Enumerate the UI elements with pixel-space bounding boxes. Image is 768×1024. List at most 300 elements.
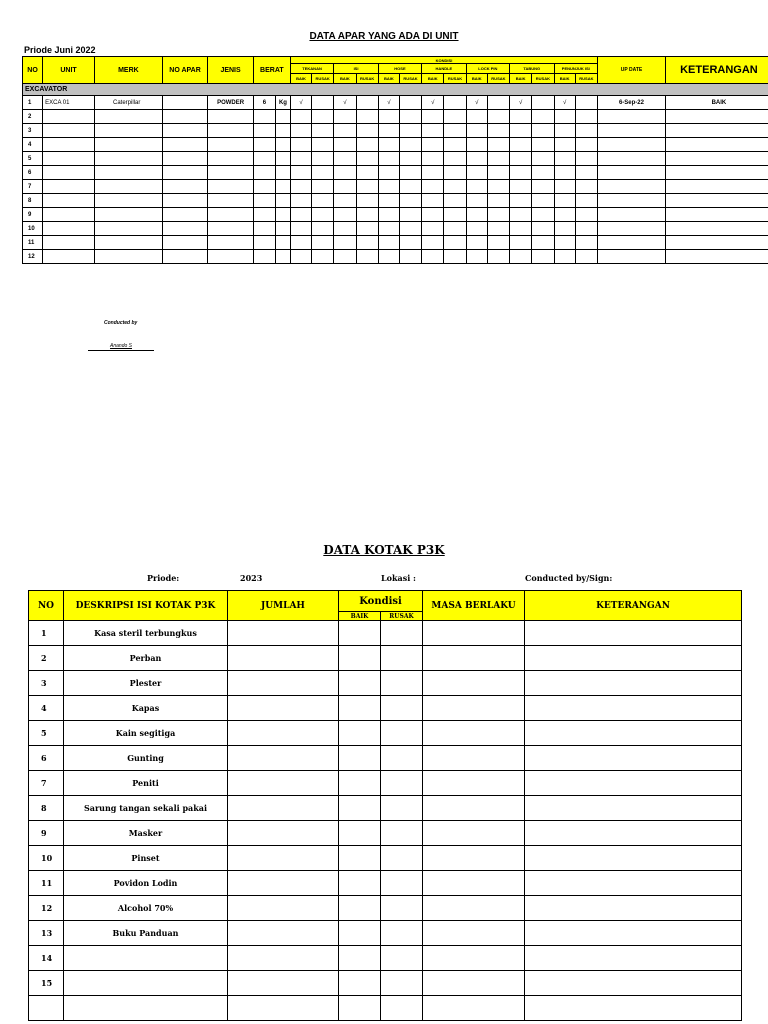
header-update: UP DATE [598, 57, 666, 84]
row-check [422, 152, 444, 166]
row-check [334, 152, 356, 166]
item-no: 15 [29, 971, 64, 996]
item-cell [525, 721, 742, 746]
item-cell [228, 621, 339, 646]
row-unit [43, 152, 95, 166]
item-cell [339, 896, 381, 921]
row-satuan [276, 180, 291, 194]
item-no: 5 [29, 721, 64, 746]
item-cell [381, 721, 423, 746]
row-check [290, 222, 311, 236]
conducted-by-name: Anando S [88, 343, 154, 351]
item-cell [228, 646, 339, 671]
row-keterangan [665, 222, 768, 236]
row-check [334, 180, 356, 194]
row-berat [253, 208, 275, 222]
row-berat [253, 250, 275, 264]
p3k-header-rusak: RUSAK [381, 612, 423, 621]
item-cell [525, 771, 742, 796]
row-check [510, 194, 532, 208]
row-check [510, 110, 532, 124]
row-check [356, 194, 378, 208]
item-cell [381, 821, 423, 846]
baik-header: BAIK [466, 74, 487, 84]
row-check [575, 222, 597, 236]
row-check [399, 180, 421, 194]
header-berat: BERAT [253, 57, 290, 84]
row-check [554, 110, 575, 124]
row-update [598, 166, 666, 180]
item-cell [525, 796, 742, 821]
item-cell [381, 746, 423, 771]
item-cell [525, 821, 742, 846]
row-no-apar [162, 152, 208, 166]
row-check [312, 208, 334, 222]
row-merk [95, 194, 163, 208]
row-check [554, 138, 575, 152]
row-merk [95, 124, 163, 138]
row-check [290, 166, 311, 180]
row-jenis [208, 208, 254, 222]
row-check [399, 138, 421, 152]
row-check [378, 236, 399, 250]
item-cell [525, 921, 742, 946]
row-unit [43, 138, 95, 152]
row-check [466, 180, 487, 194]
item-no: 13 [29, 921, 64, 946]
p3k-header-deskripsi: DESKRIPSI ISI KOTAK P3K [64, 591, 228, 621]
item-cell [525, 846, 742, 871]
row-merk [95, 166, 163, 180]
baik-header: BAIK [378, 74, 399, 84]
header-kondisi: KONDISI [290, 57, 597, 64]
row-check [312, 110, 334, 124]
row-check [532, 236, 554, 250]
item-no: 14 [29, 946, 64, 971]
row-check [575, 180, 597, 194]
baik-header: BAIK [334, 74, 356, 84]
row-check [487, 152, 509, 166]
row-check: √ [466, 96, 487, 110]
row-check [334, 138, 356, 152]
item-cell [339, 771, 381, 796]
table-row [29, 621, 742, 646]
row-check [378, 194, 399, 208]
row-no: 9 [23, 208, 43, 222]
row-jenis [208, 166, 254, 180]
item-cell [381, 796, 423, 821]
row-check [422, 166, 444, 180]
row-unit [43, 110, 95, 124]
table-row [23, 194, 768, 208]
item-no: 3 [29, 671, 64, 696]
item-cell [381, 696, 423, 721]
item-cell [339, 971, 381, 996]
row-no-apar [162, 180, 208, 194]
row-check [290, 208, 311, 222]
row-check [444, 222, 466, 236]
row-update [598, 152, 666, 166]
condition-header: HANDLE [422, 64, 466, 74]
row-check [444, 110, 466, 124]
item-cell [381, 646, 423, 671]
item-cell [423, 671, 525, 696]
item-cell [228, 996, 339, 1021]
baik-header: BAIK [554, 74, 575, 84]
item-cell [423, 646, 525, 671]
row-no: 3 [23, 124, 43, 138]
row-check [466, 166, 487, 180]
row-check [399, 222, 421, 236]
item-cell [228, 746, 339, 771]
p3k-title: DATA KOTAK P3K [323, 543, 445, 557]
item-cell [339, 621, 381, 646]
table-row [23, 166, 768, 180]
row-check [399, 110, 421, 124]
item-cell [228, 946, 339, 971]
group-row [23, 84, 768, 96]
conducted-by-label: Conducted by [104, 320, 138, 326]
row-check [356, 180, 378, 194]
baik-header: BAIK [422, 74, 444, 84]
row-check [312, 96, 334, 110]
row-satuan [276, 222, 291, 236]
p3k-lokasi-label: Lokasi : [381, 573, 416, 583]
row-check [290, 180, 311, 194]
row-keterangan [665, 110, 768, 124]
table-row [29, 871, 742, 896]
row-check [356, 138, 378, 152]
row-check [334, 124, 356, 138]
item-no: 4 [29, 696, 64, 721]
row-jenis [208, 236, 254, 250]
row-check [334, 208, 356, 222]
row-check [399, 152, 421, 166]
row-merk: Caterpillar [95, 96, 163, 110]
item-desc: Sarung tangan sekali pakai [64, 796, 228, 821]
row-check [487, 236, 509, 250]
row-check [444, 138, 466, 152]
row-no: 2 [23, 110, 43, 124]
item-cell [381, 871, 423, 896]
table-row [23, 236, 768, 250]
condition-header: ISI [334, 64, 378, 74]
row-keterangan [665, 166, 768, 180]
item-cell [525, 946, 742, 971]
item-no: 9 [29, 821, 64, 846]
row-check: √ [422, 96, 444, 110]
row-berat [253, 138, 275, 152]
item-cell [339, 946, 381, 971]
row-check [334, 236, 356, 250]
group-excavator: EXCAVATOR [23, 84, 768, 96]
item-cell [525, 696, 742, 721]
row-berat [253, 180, 275, 194]
row-satuan [276, 138, 291, 152]
row-jenis [208, 124, 254, 138]
table-row [29, 671, 742, 696]
row-no-apar [162, 250, 208, 264]
row-check [312, 194, 334, 208]
row-check [487, 250, 509, 264]
row-check [356, 96, 378, 110]
row-berat [253, 124, 275, 138]
row-check [356, 110, 378, 124]
row-check [356, 166, 378, 180]
row-check [444, 180, 466, 194]
row-check [399, 194, 421, 208]
row-keterangan [665, 180, 768, 194]
row-check [290, 124, 311, 138]
header-no-apar: NO APAR [162, 57, 208, 84]
row-check [510, 180, 532, 194]
row-check [510, 152, 532, 166]
row-no: 5 [23, 152, 43, 166]
item-cell [525, 671, 742, 696]
row-update [598, 110, 666, 124]
condition-header: HOSE [378, 64, 421, 74]
row-check [378, 166, 399, 180]
row-check [356, 236, 378, 250]
row-satuan [276, 166, 291, 180]
item-cell [525, 646, 742, 671]
item-cell [423, 696, 525, 721]
row-check [532, 152, 554, 166]
row-check [510, 250, 532, 264]
rusak-header: RUSAK [312, 74, 334, 84]
item-no: 8 [29, 796, 64, 821]
row-check [378, 222, 399, 236]
row-check [312, 180, 334, 194]
row-jenis [208, 110, 254, 124]
p3k-header-baik: BAIK [339, 612, 381, 621]
row-check [532, 208, 554, 222]
item-desc: Kasa steril terbungkus [64, 621, 228, 646]
row-satuan [276, 208, 291, 222]
item-cell [339, 921, 381, 946]
row-keterangan [665, 138, 768, 152]
item-cell [423, 746, 525, 771]
row-check [487, 110, 509, 124]
item-cell [339, 646, 381, 671]
header-jenis: JENIS [208, 57, 254, 84]
condition-header: PENUNJUK ISI [554, 64, 598, 74]
row-jenis [208, 250, 254, 264]
table-row [23, 96, 768, 110]
row-merk [95, 152, 163, 166]
row-check [532, 222, 554, 236]
p3k-header-jumlah: JUMLAH [228, 591, 339, 621]
item-no: 2 [29, 646, 64, 671]
row-jenis [208, 138, 254, 152]
row-check [532, 250, 554, 264]
row-update [598, 124, 666, 138]
item-cell [423, 846, 525, 871]
row-check [575, 236, 597, 250]
row-update [598, 208, 666, 222]
row-no-apar [162, 194, 208, 208]
row-check [312, 222, 334, 236]
item-cell [228, 871, 339, 896]
row-check [444, 208, 466, 222]
row-check [334, 222, 356, 236]
row-unit [43, 250, 95, 264]
row-check [510, 208, 532, 222]
row-check [422, 138, 444, 152]
table-row [29, 846, 742, 871]
row-no-apar [162, 208, 208, 222]
item-cell [228, 821, 339, 846]
row-check [554, 124, 575, 138]
item-desc: Buku Panduan [64, 921, 228, 946]
table-row [29, 646, 742, 671]
p3k-period-value: 2023 [240, 573, 263, 583]
item-cell [228, 846, 339, 871]
row-merk [95, 222, 163, 236]
row-check [444, 250, 466, 264]
row-satuan [276, 152, 291, 166]
row-merk [95, 208, 163, 222]
item-desc: Povidon Lodin [64, 871, 228, 896]
row-check [444, 96, 466, 110]
row-berat [253, 110, 275, 124]
item-cell [381, 771, 423, 796]
row-check [510, 236, 532, 250]
row-check [487, 180, 509, 194]
row-check [532, 194, 554, 208]
row-check [466, 124, 487, 138]
row-check [575, 152, 597, 166]
row-check [312, 138, 334, 152]
item-desc: Gunting [64, 746, 228, 771]
row-check [487, 208, 509, 222]
table-row [23, 208, 768, 222]
item-desc: Kapas [64, 696, 228, 721]
table-row [23, 152, 768, 166]
row-check [487, 138, 509, 152]
row-check: √ [290, 96, 311, 110]
row-keterangan: BAIK [665, 96, 768, 110]
row-no-apar [162, 96, 208, 110]
item-cell [423, 721, 525, 746]
item-cell [525, 996, 742, 1021]
row-check [532, 124, 554, 138]
item-cell [339, 871, 381, 896]
row-update [598, 138, 666, 152]
apar-title: DATA APAR YANG ADA DI UNIT [309, 31, 459, 42]
row-no-apar [162, 166, 208, 180]
item-cell [525, 746, 742, 771]
baik-header: BAIK [290, 74, 311, 84]
row-check [466, 110, 487, 124]
row-check [575, 124, 597, 138]
item-cell [339, 721, 381, 746]
item-cell [525, 896, 742, 921]
item-cell [525, 621, 742, 646]
item-cell [339, 796, 381, 821]
rusak-header: RUSAK [356, 74, 378, 84]
row-merk [95, 180, 163, 194]
row-check [399, 236, 421, 250]
item-desc [64, 996, 228, 1021]
item-cell [423, 971, 525, 996]
item-cell [228, 796, 339, 821]
row-no-apar [162, 222, 208, 236]
table-row [29, 946, 742, 971]
condition-header: TEKANAN [290, 64, 333, 74]
row-check [422, 194, 444, 208]
p3k-header-kondisi: Kondisi [339, 591, 423, 612]
row-check [487, 222, 509, 236]
row-check [554, 152, 575, 166]
row-check [554, 236, 575, 250]
row-unit [43, 222, 95, 236]
row-satuan [276, 124, 291, 138]
row-keterangan [665, 124, 768, 138]
item-no [29, 996, 64, 1021]
item-cell [228, 971, 339, 996]
table-row [29, 971, 742, 996]
row-unit [43, 166, 95, 180]
table-row [29, 896, 742, 921]
row-check [312, 166, 334, 180]
table-row [23, 250, 768, 264]
table-row [23, 124, 768, 138]
table-row [29, 721, 742, 746]
table-row [23, 110, 768, 124]
table-row [23, 138, 768, 152]
header-unit: UNIT [43, 57, 95, 84]
table-row [23, 222, 768, 236]
baik-header: BAIK [510, 74, 532, 84]
row-berat: 6 [253, 96, 275, 110]
row-check [575, 138, 597, 152]
row-check [356, 124, 378, 138]
row-check [378, 152, 399, 166]
row-check [399, 96, 421, 110]
apar-table [22, 56, 768, 264]
table-row [29, 696, 742, 721]
row-check [334, 110, 356, 124]
row-check [554, 180, 575, 194]
item-no: 10 [29, 846, 64, 871]
p3k-period-label: Priode: [147, 573, 180, 583]
item-cell [339, 746, 381, 771]
row-check [444, 166, 466, 180]
row-no: 8 [23, 194, 43, 208]
row-check [444, 124, 466, 138]
row-check [554, 250, 575, 264]
table-row [29, 796, 742, 821]
table-row [29, 746, 742, 771]
row-no: 11 [23, 236, 43, 250]
row-check [466, 222, 487, 236]
table-row [29, 996, 742, 1021]
item-cell [423, 921, 525, 946]
row-check [290, 194, 311, 208]
row-check [466, 152, 487, 166]
row-check [356, 222, 378, 236]
row-no: 4 [23, 138, 43, 152]
row-satuan [276, 250, 291, 264]
row-update [598, 250, 666, 264]
row-check [554, 208, 575, 222]
row-check [378, 180, 399, 194]
item-desc: Perban [64, 646, 228, 671]
row-update [598, 222, 666, 236]
row-check [422, 110, 444, 124]
row-check [422, 250, 444, 264]
